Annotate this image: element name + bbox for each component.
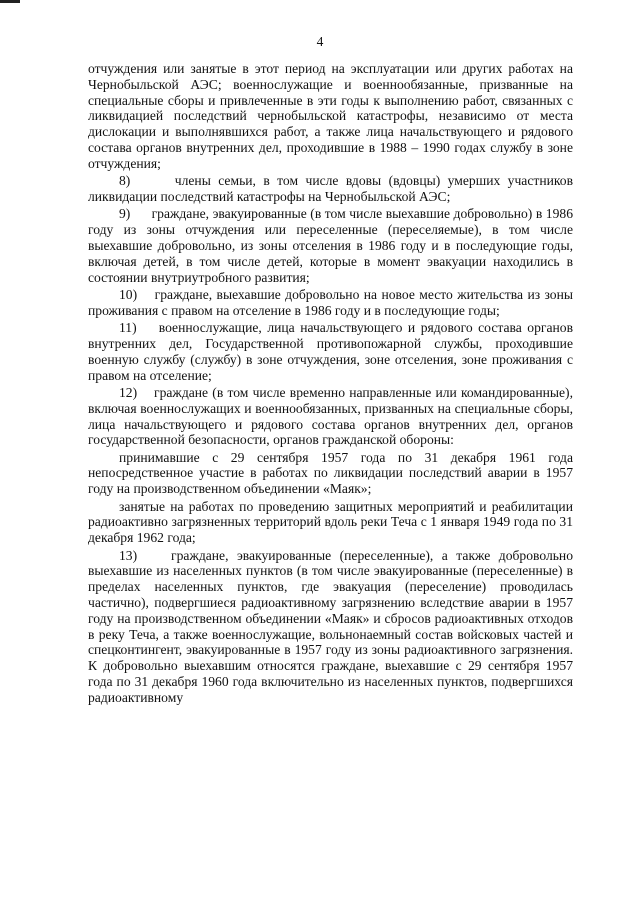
paragraph-item-11: 11) военнослужащие, лица начальствующего и рядового состава органов внутренних дел, Государственной противопожарной службы, проходившие военную службу (службу) в зоне отчуждения, зоне отселения, зоне проживания с правом на отселение; [88,320,573,383]
document-body [88,61,573,707]
paragraph-item-10: 10) граждане, выехавшие добровольно на новое место жительства из зоны проживания с правом на отселение в 1986 году и в последующие годы; [88,286,573,318]
paragraph-item-9: 9) граждане, эвакуированные (в том числе выехавшие добровольно) в 1986 году из зоны отчуждения или переселенные (переселяемые), в том числе выехавшие добровольно, из зоны отселения в 1986 году и в последующие годы, включая детей, в том числе детей, которые в момент эвакуации находились в состоянии внутриутробного развития; [88,206,573,285]
scan-corner-mark [0,0,20,3]
paragraph-item-12-sub-1: принимавшие с 29 сентября 1957 года по 31 декабря 1961 года непосредственное участие в работах по ликвидации последствий аварии в 1957 году на производственном объединении «Маяк»; [88,449,573,497]
page-number: 4 [316,34,324,49]
paragraph-item-13: 13) граждане, эвакуированные (переселенные), а также добровольно выехавшие из населенных пунктов (в том числе эвакуированные (переселенные) в пределах населенных пунктов, где эвакуация (переселение) проводилась частично), подвергшиеся радиоактивному загрязнению вследствие аварии в 1957 году на производственном объединении «Маяк» и сбросов радиоактивных отходов в реку Теча, а также военнослужащие, вольнонаемный состав войсковых частей и спецконтингент, эвакуированные в 1957 году из зоны радиоактивного загрязнения. К добровольно выехавшим относятся граждане, выехавшие с 29 сентября 1957 года по 31 декабря 1960 года включительно из населенных пунктов, подвергшихся радиоактивному [88,547,573,705]
paragraph-continuation: отчуждения или занятые в этот период на эксплуатации или других работах на Чернобыльской АЭС; военнослужащие и военнообязанные, призванные на специальные сборы и привлеченные в эти годы к выполнению работ, связанных с ликвидацией последствий чернобыльской катастрофы, независимо от места дислокации и выполнявшихся работ, а также лица начальствующего и рядового состава органов внутренних дел, проходившие в 1988 – 1990 годах службу в зоне отчуждения; [88,61,573,171]
paragraph-item-8: 8) члены семьи, в том числе вдовы (вдовцы) умерших участников ликвидации последствий катастрофы на Чернобыльской АЭС; [88,173,573,204]
paragraph-item-12: 12) граждане (в том числе временно направленные или командированные), включая военнослужащих и военнообязанных, призванных на специальные сборы, лица начальствующего и рядового состава органов внутренних дел, органов государственной безопасности, органов гражданской обороны: [88,384,573,448]
paragraph-item-12-sub-2: занятые на работах по проведению защитных мероприятий и реабилитации радиоактивно загрязненных территорий вдоль реки Теча с 1 января 1949 года по 31 декабря 1962 года; [88,498,573,546]
